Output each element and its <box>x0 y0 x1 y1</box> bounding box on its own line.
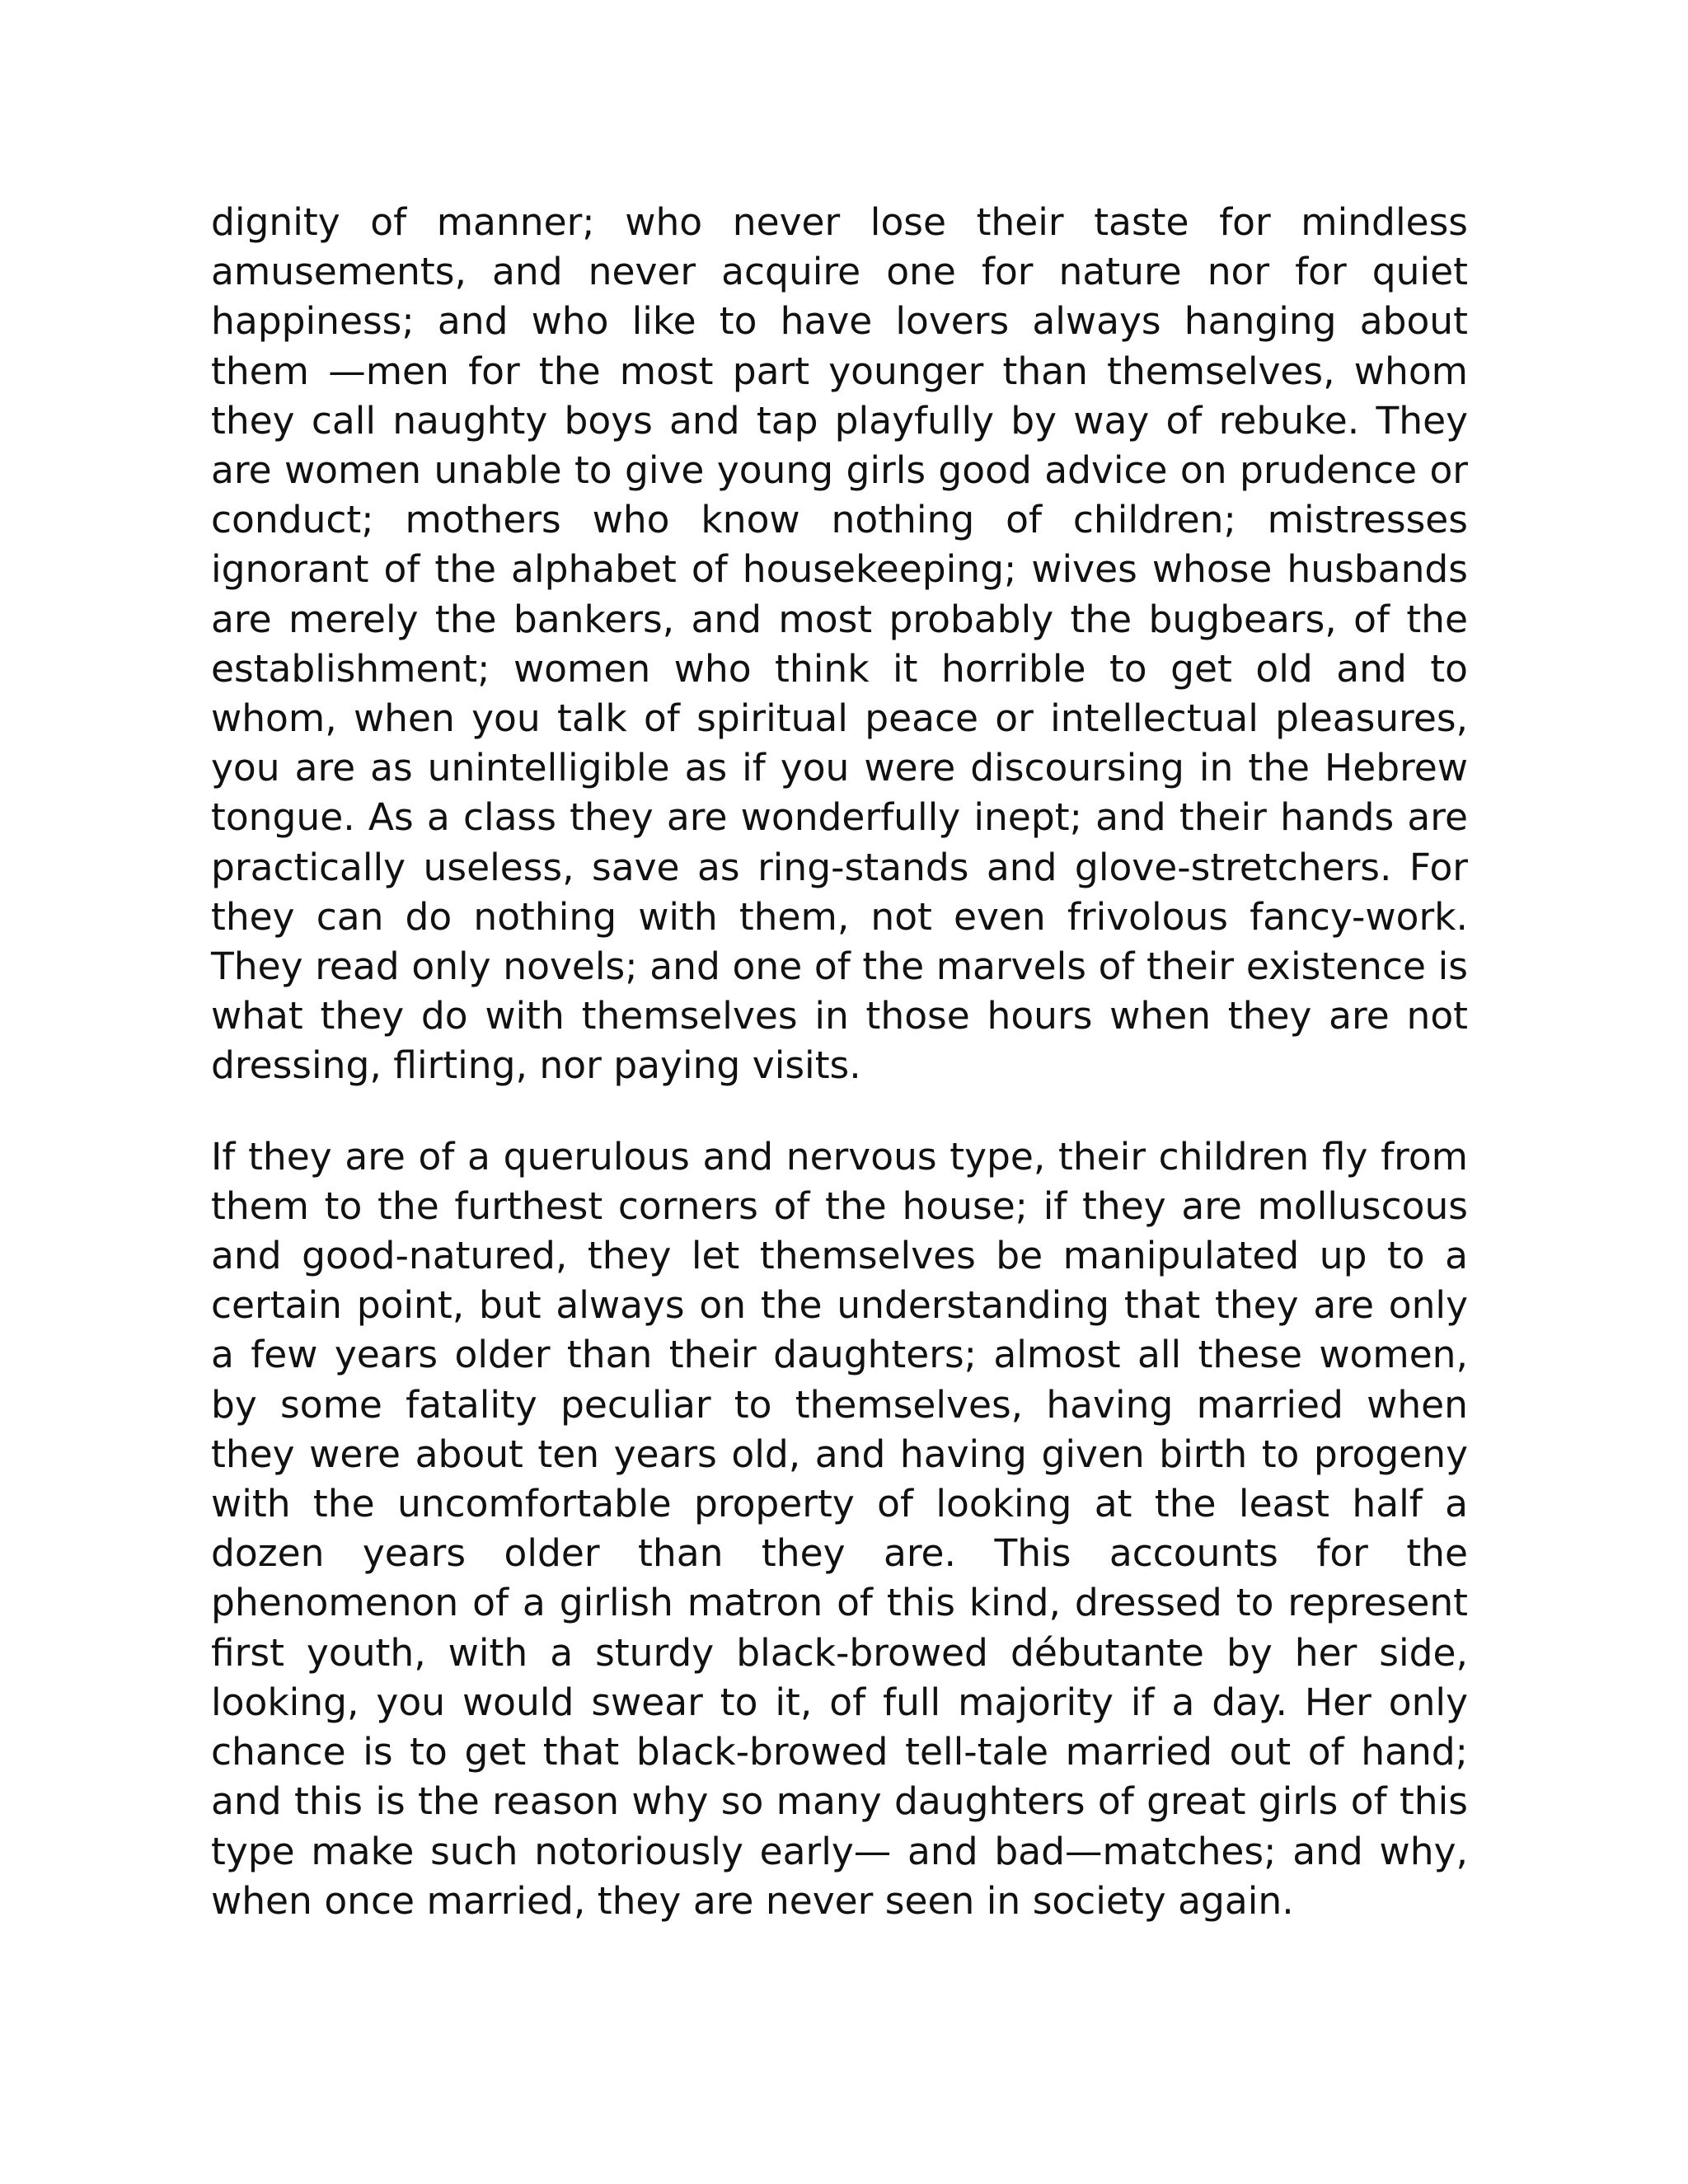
paragraph-2: If they are of a querulous and nervous type, their children fly from them to the furthest corners of the house; if they are molluscous and good-natured, they let themselves be manipulated up to a certain point, but always on the understanding that they are only a few years older than their daughters; almost all these women, by some fatality peculiar to themselves, having married when they were about ten years old, and having given birth to progeny with the uncomfortable property of looking at the least half a dozen years older than they are. This accounts for the phenomenon of a girlish matron of this kind, dressed to represent first youth, with a sturdy black-browed débutante by her side, looking, you would swear to it, of full majority if a day. Her only chance is to get that black-browed tell-tale married out of hand; and this is the reason why so many daughters of great girls of this type make such notoriously early— and bad—matches; and why, when once married, they are never seen in society again. <box>211 1134 1468 1923</box>
body-text <box>211 198 1468 1926</box>
paragraph-1: dignity of manner; who never lose their taste for mindless amusements, and never acquire one for nature nor for quiet happiness; and who like to have lovers always hanging about them —men for the most part younger than themselves, whom they call naughty boys and tap playfully by way of rebuke. They are women unable to give young girls good advice on prudence or conduct; mothers who know nothing of children; mistresses ignorant of the alphabet of housekeeping; wives whose husbands are merely the bankers, and most probably the bugbears, of the establishment; women who think it horrible to get old and to whom, when you talk of spiritual peace or intellectual pleasures, you are as unintelligible as if you were discoursing in the Hebrew tongue. As a class they are wonderfully inept; and their hands are practically useless, save as ring-stands and glove-stretchers. For they can do nothing with them, not even frivolous fancy-work. They read only novels; and one of the marvels of their existence is what they do with themselves in those hours when they are not dressing, flirting, nor paying visits. <box>211 200 1468 1088</box>
